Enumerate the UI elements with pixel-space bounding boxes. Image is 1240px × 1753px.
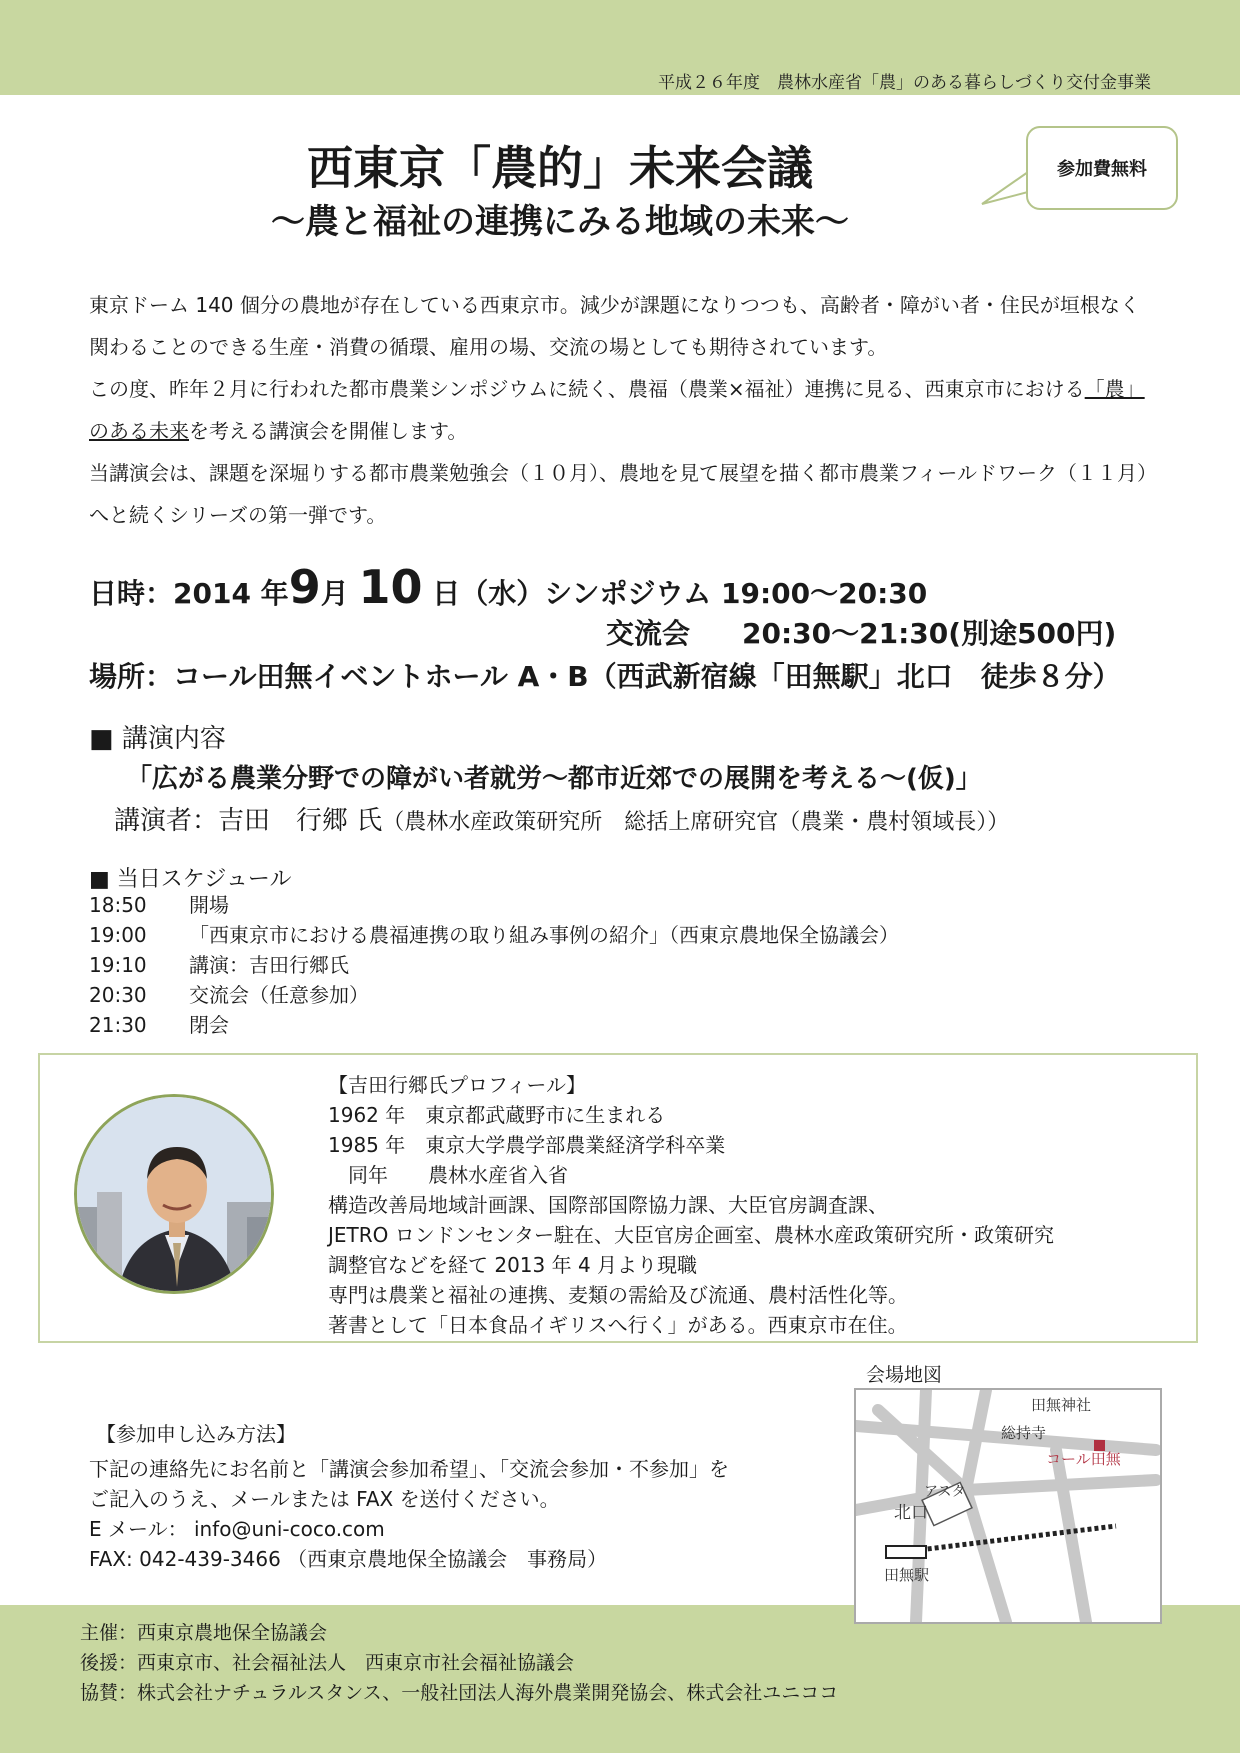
apply-line: 下記の連絡先にお名前と「講演会参加希望」、「交流会参加・不参加」を [89, 1457, 729, 1481]
networking-time-value: 20:30〜21:30(別途500円) [742, 617, 1117, 650]
map-label-station: 田無駅 [884, 1566, 930, 1584]
intro-paragraph-1: 東京ドーム 140 個分の農地が存在している西東京市。減少が課題になりつつも、高齢者・障がい者・住民が垣根なく関わることのできる生産・消費の循環、雇用の場、交流の場としても期待されています。 [89, 293, 1140, 359]
profile-line: 調整官などを経て 2013 年 4 月より現職 [328, 1253, 698, 1277]
schedule-text: 「西東京市における農福連携の取り組み事例の紹介」（西東京農地保全協議会） [189, 923, 899, 947]
cosponsors: 協賛：株式会社ナチュラルスタンス、一般社団法人海外農業開発協会、株式会社ユニココ [80, 1682, 839, 1704]
schedule-text: 閉会 [189, 1013, 229, 1037]
networking-label: 交流会 [606, 617, 691, 650]
profile-line: 構造改善局地域計画課、国際部国際協力課、大臣官房調査課、 [328, 1193, 888, 1217]
speaker-portrait [74, 1094, 274, 1294]
organizer: 主催：西東京農地保全協議会 [80, 1622, 328, 1644]
apply-instructions [89, 1454, 729, 1574]
profile-line: 専門は農業と福祉の連携、麦類の需給及び流通、農村活性化等。 [328, 1283, 908, 1307]
map-label-venue: コール田無 [1046, 1450, 1121, 1468]
map-graphic [856, 1390, 1160, 1622]
schedule-item [89, 1010, 899, 1040]
map-label-temple: 総持寺 [1001, 1424, 1047, 1442]
profile-line: 同年 農林水産省入省 [328, 1163, 568, 1187]
intro-paragraph-3: 当講演会は、課題を深堀りする都市農業勉強会（１０月）、農地を見て展望を描く都市農業フィールドワーク（１１月）へと続くシリーズの第一弾です。 [89, 461, 1157, 527]
profile-line: JETRO ロンドンセンター駐在、大臣官房企画室、農林水産政策研究所・政策研究 [328, 1223, 1054, 1247]
sponsors [80, 1618, 838, 1708]
map-heading: 会場地図 [866, 1364, 943, 1386]
speaker [114, 800, 1009, 837]
schedule-time: 19:00 [89, 923, 147, 947]
schedule-list [89, 890, 899, 1040]
apply-line: ご記入のうえ、メールまたは FAX を送付ください。 [89, 1487, 560, 1511]
event-day: 10 [358, 560, 423, 614]
speech-bubble-tail [980, 168, 1030, 208]
speaker-affiliation: （農林水産政策研究所 総括上席研究官（農業・農村領域長）） [382, 810, 1010, 835]
profile-line: 著書として「日本食品イギリスへ行く」がある。西東京市在住。 [328, 1313, 908, 1337]
event-place: 場所：コール田無イベントホール A・B（西武新宿線「田無駅」北口 徒歩８分） [89, 660, 1121, 693]
schedule-heading: ■ 当日スケジュール [89, 867, 292, 892]
map-label-shrine: 田無神社 [1031, 1396, 1092, 1414]
intro-underlined-phrase: 「農」のある未来 [89, 377, 1145, 443]
lecture-title: 「広がる農業分野での障がい者就労〜都市近郊での展開を考える〜(仮)」 [126, 764, 982, 794]
networking-time [606, 612, 1116, 652]
intro-text-part: を考える講演会を開催します。 [189, 419, 468, 443]
speaker-name: 講演者：吉田 行郷 氏 [114, 806, 383, 836]
contact-email[interactable]: E メール： info@uni-coco.com [89, 1517, 385, 1541]
schedule-item [89, 920, 899, 950]
schedule-time: 18:50 [89, 893, 147, 917]
month-unit: 月 [320, 577, 349, 610]
contact-fax: FAX: 042-439-3466 （西東京農地保全協議会 事務局） [89, 1547, 608, 1571]
profile-heading: 【吉田行郷氏プロフィール】 [328, 1073, 586, 1097]
date-label: 日時：2014 年 [89, 577, 289, 610]
program-note: 平成２６年度 農林水産省「農」のある暮らしづくり交付金事業 [658, 73, 1151, 93]
supporters: 後援：西東京市、社会福祉法人 西東京市社会福祉協議会 [80, 1652, 575, 1674]
schedule-time: 21:30 [89, 1013, 147, 1037]
profile-line: 1962 年 東京都武蔵野市に生まれる [328, 1103, 666, 1127]
schedule-item [89, 980, 899, 1010]
event-datetime [89, 560, 927, 614]
profile-line: 1985 年 東京大学農学部農業経済学科卒業 [328, 1133, 726, 1157]
intro-text-part: この度、昨年２月に行われた都市農業シンポジウムに続く、農福（農業×福祉）連携に見る、西東京市における [89, 377, 1085, 401]
map-label-north-exit: 北口 [894, 1503, 928, 1523]
lecture-heading: ■ 講演内容 [89, 724, 226, 754]
map-label-asta: アスタ [924, 1484, 966, 1500]
intro-paragraph-2 [89, 368, 1159, 452]
free-admission-badge: 参加費無料 [1026, 126, 1178, 210]
day-and-time: 日（水）シンポジウム 19:00〜20:30 [432, 577, 928, 610]
schedule-text: 講演：吉田行郷氏 [189, 953, 349, 977]
apply-heading: 【参加申し込み方法】 [96, 1422, 296, 1446]
schedule-time: 20:30 [89, 983, 147, 1007]
schedule-text: 開場 [189, 893, 229, 917]
schedule-item [89, 950, 899, 980]
schedule-text: 交流会（任意参加） [189, 983, 369, 1007]
event-month: 9 [288, 560, 321, 614]
page-title: 西東京「農的」未来会議 [307, 141, 813, 195]
page-subtitle: 〜農と福祉の連携にみる地域の未来〜 [271, 202, 849, 242]
schedule-time: 19:10 [89, 953, 147, 977]
schedule-item [89, 890, 899, 920]
intro-text [89, 284, 1159, 536]
speaker-profile [328, 1070, 1054, 1340]
venue-map [854, 1388, 1162, 1624]
